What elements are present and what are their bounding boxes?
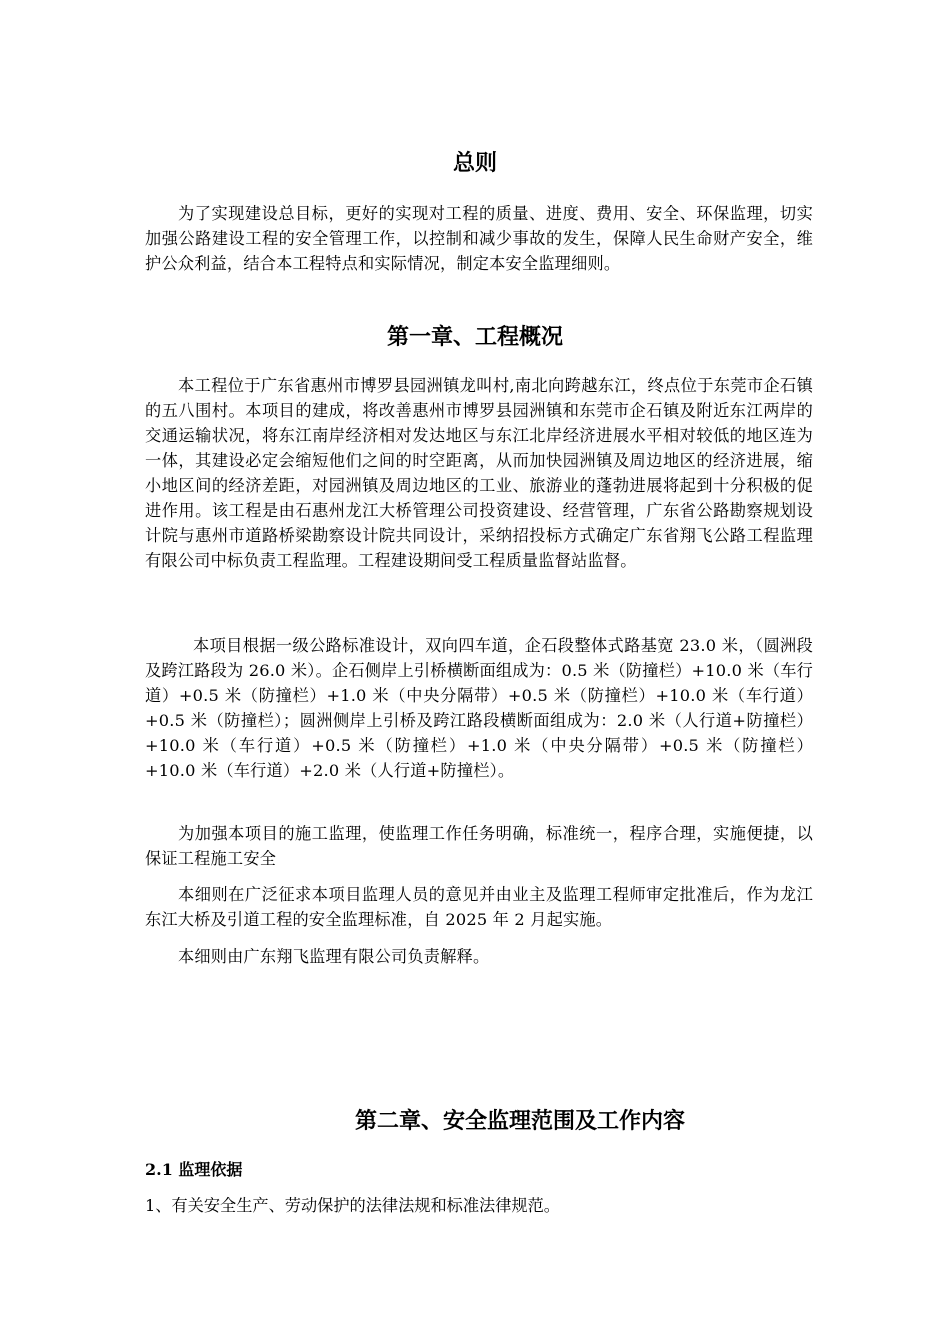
section-title-general: 总则 (452, 151, 497, 176)
general-paragraph: 为了实现建设总目标，更好的实现对工程的质量、进度、费用、安全、环保监理，切实加强公路建设工程的安全管理工作，以控制和减少事故的发生，保障人民生命财产安全，维护公众利益，结合本工程特点和实际情况，制定本安全监理细则。 (145, 204, 813, 273)
chapter-1-paragraph-5: 本细则由广东翔飞监理有限公司负责解释。 (178, 947, 490, 966)
chapter-1-paragraph-1: 本工程位于广东省惠州市博罗县园洲镇龙叫村,南北向跨越东江，终点位于东莞市企石镇的五八围村。本项目的建成，将改善惠州市博罗县园洲镇和东莞市企石镇及附近东江两岸的交通运输状况，将东江南岸经济相对发达地区与东江北岸经济进展水平相对较低的地区连为一体，其建设必定会缩短他们之间的时空距离，从而加快园洲镇及周边地区的经济进展，缩小地区间的经济差距，对园洲镇及周边地区的工业、旅游业的蓬勃进展将起到十分积极的促进作用。该工程是由石惠州龙江大桥管理公司投资建设、经营管理，广东省公路勘察规划设计院与惠州市道路桥梁勘察设计院共同设计，采纳招投标方式确定广东省翔飞公路工程监理有限公司中标负责工程监理。工程建设期间受工程质量监督站监督。 (145, 376, 813, 570)
list-item: 1、有关安全生产、劳动保护的法律法规和标准法律规范。 (145, 1196, 560, 1215)
subsection-heading: 2.1 监理依据 (145, 1160, 243, 1179)
chapter-1-paragraph-2: 本项目根据一级公路标准设计，双向四车道，企石段整体式路基宽 23.0 米，（圆洲段及跨江路段为 26.0 米）。企石侧岸上引桥横断面组成为：0.5 米（防撞栏）+10.0 米（车行道）+0.5 米（防撞栏）+1.0 米（中央分隔带）+0.5 米（防撞栏）+10.0 米（车行道）+0.5 米（防撞栏）；圆洲侧岸上引桥及跨江路段横断面组成为：2.0 米（人行道+防撞栏）+10.0 米（车行道）+0.5 米（防撞栏）+1.0 米（中央分隔带）+0.5 米（防撞栏）+10.0 米（车行道）+2.0 米（人行道+防撞栏）。 (145, 636, 813, 780)
chapter-1-paragraph-4: 本细则在广泛征求本项目监理人员的意见并由业主及监理工程师审定批准后，作为龙江东江大桥及引道工程的安全监理标准，自 2025 年 2 月起实施。 (145, 885, 813, 929)
chapter-1-paragraph-3: 为加强本项目的施工监理，使监理工作任务明确，标准统一，程序合理，实施便捷，以保证工程施工安全 (145, 824, 813, 868)
chapter-1-title: 第一章、工程概况 (386, 325, 563, 350)
chapter-2-title: 第二章、安全监理范围及工作内容 (354, 1109, 685, 1134)
